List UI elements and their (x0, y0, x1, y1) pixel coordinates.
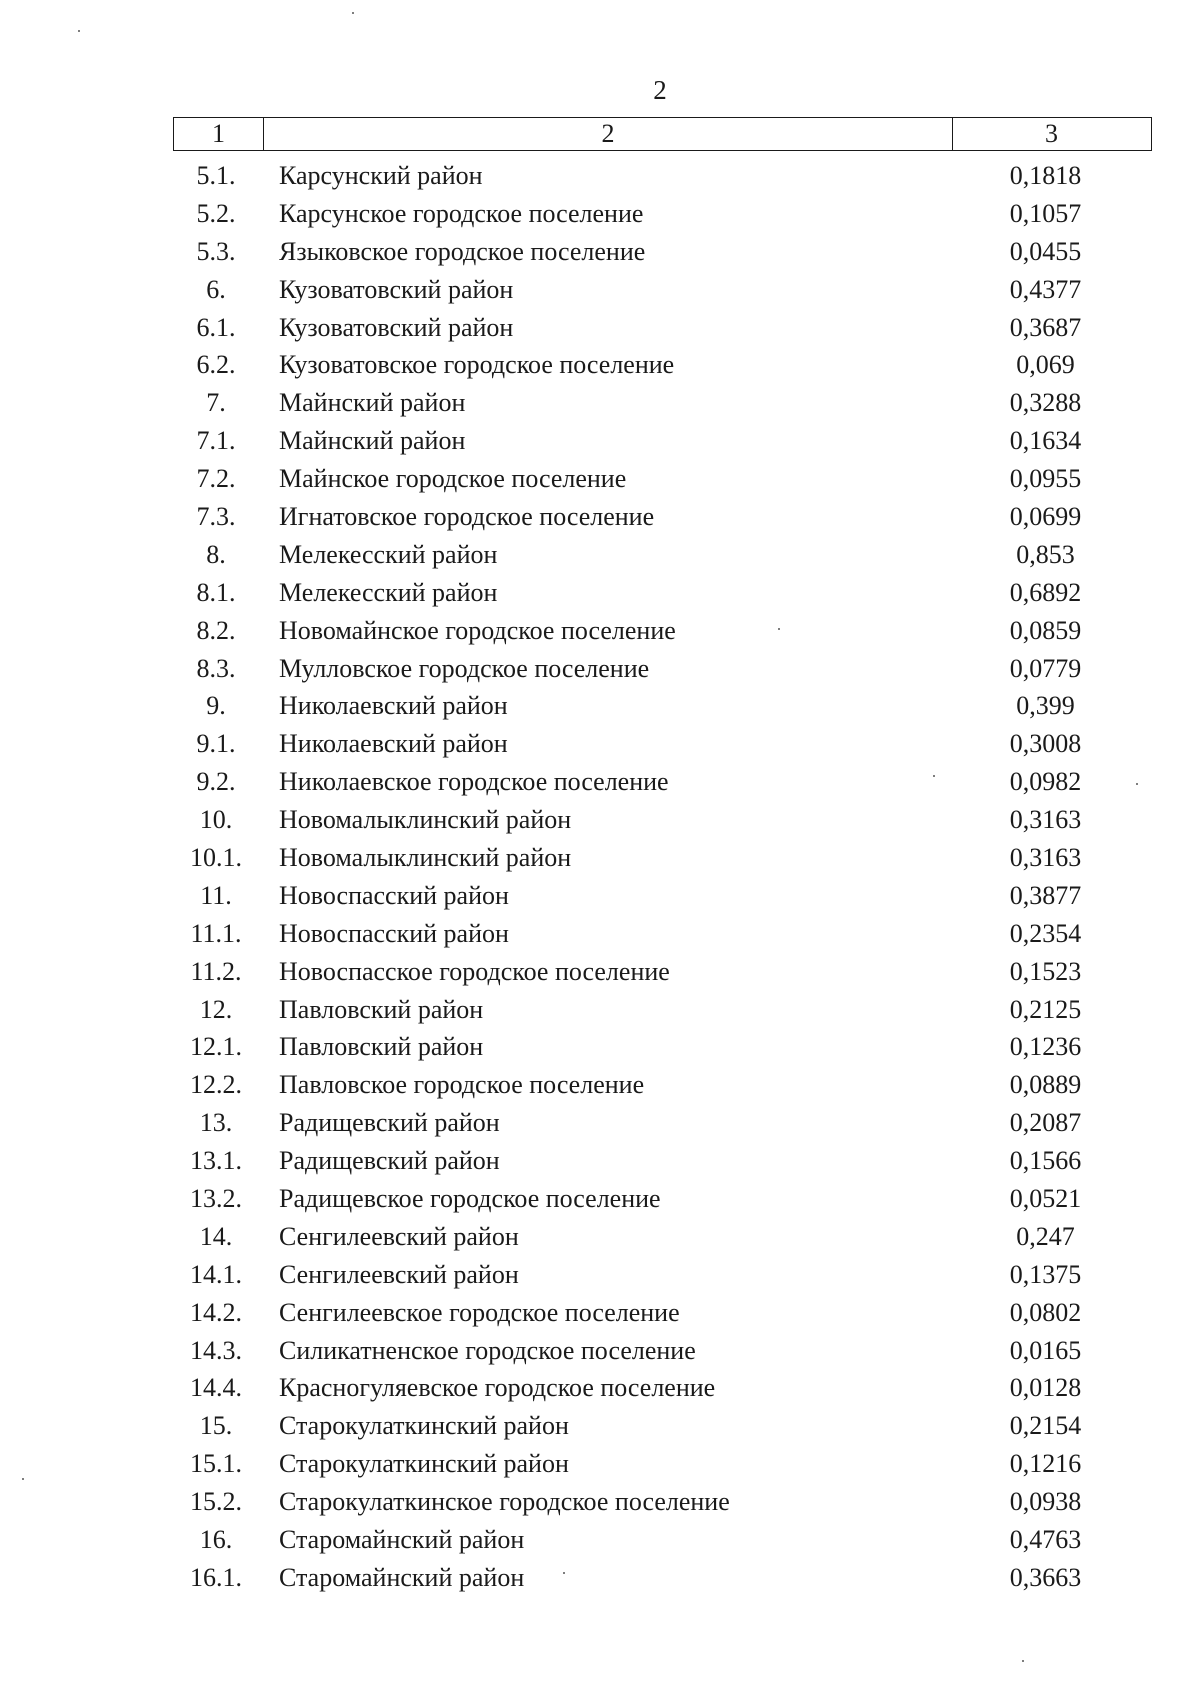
table-row (173, 1407, 1152, 1445)
row-name: Новомалыклинский район (279, 842, 572, 872)
row-value: 0,0779 (1009, 653, 1082, 683)
row-number: 14.4. (190, 1373, 242, 1403)
row-number: 13.2. (190, 1183, 242, 1213)
table-row (173, 915, 1152, 953)
row-number: 8.3. (196, 653, 236, 683)
row-value: 0,1634 (1009, 426, 1082, 456)
row-name: Мулловское городское поселение (279, 653, 650, 683)
row-number: 7.3. (196, 501, 236, 531)
row-number: 5.3. (196, 236, 236, 266)
table-row (173, 1294, 1152, 1332)
row-value: 0,3288 (1009, 388, 1082, 418)
table-row (173, 763, 1152, 801)
row-name: Новомалыклинский район (279, 805, 572, 835)
scan-speck (22, 1478, 24, 1480)
row-value: 0,069 (1016, 350, 1075, 380)
row-name: Языковское городское поселение (279, 236, 646, 266)
row-number: 9. (206, 691, 226, 721)
row-value: 0,0699 (1009, 501, 1082, 531)
row-name: Павловское городское поселение (279, 1070, 645, 1100)
row-name: Кузоватовский район (279, 274, 514, 304)
table-row (173, 271, 1152, 309)
table-row (173, 574, 1152, 612)
row-name: Николаевский район (279, 729, 508, 759)
row-number: 14.2. (190, 1297, 242, 1327)
table-row (173, 1028, 1152, 1066)
table-body (173, 157, 1152, 1597)
row-number: 13.1. (190, 1146, 242, 1176)
row-number: 12.2. (190, 1070, 242, 1100)
table-row (173, 687, 1152, 725)
row-name: Игнатовское городское поселение (279, 501, 655, 531)
table-row (173, 877, 1152, 915)
table-row (173, 1559, 1152, 1597)
row-name: Майнский район (279, 388, 466, 418)
row-number: 8.1. (196, 577, 236, 607)
scan-speck (1022, 1660, 1024, 1662)
row-number: 14. (199, 1221, 233, 1251)
scan-speck (778, 628, 780, 630)
row-name: Сенгилеевский район (279, 1221, 519, 1251)
row-number: 15. (199, 1411, 233, 1441)
row-number: 11.2. (190, 956, 242, 986)
row-value: 0,853 (1016, 539, 1075, 569)
table-row (173, 953, 1152, 991)
row-number: 10. (199, 805, 233, 835)
row-number: 6.2. (196, 350, 236, 380)
scan-speck (933, 775, 935, 777)
row-value: 0,1566 (1009, 1146, 1082, 1176)
row-number: 11. (200, 880, 232, 910)
row-name: Радищевское городское поселение (279, 1183, 661, 1213)
row-value: 0,0802 (1009, 1297, 1082, 1327)
row-number: 8.2. (196, 615, 236, 645)
row-value: 0,2154 (1009, 1411, 1082, 1441)
row-name: Павловский район (279, 994, 484, 1024)
table-row (173, 1370, 1152, 1408)
scan-speck (352, 12, 354, 14)
row-number: 6. (206, 274, 226, 304)
table-row (173, 1332, 1152, 1370)
row-value: 0,0938 (1009, 1487, 1082, 1517)
table-row (173, 839, 1152, 877)
scan-speck (78, 30, 80, 32)
row-number: 14.3. (190, 1335, 242, 1365)
row-number: 9.2. (196, 767, 236, 797)
row-number: 11.1. (190, 918, 242, 948)
row-value: 0,0982 (1009, 767, 1082, 797)
row-number: 7.1. (196, 426, 236, 456)
row-number: 15.1. (190, 1449, 242, 1479)
row-number: 14.1. (190, 1259, 242, 1289)
table-row (173, 1483, 1152, 1521)
row-name: Мелекесский район (279, 539, 498, 569)
table-row (173, 650, 1152, 688)
row-number: 12. (199, 994, 233, 1024)
row-number: 7. (206, 388, 226, 418)
table-row (173, 1180, 1152, 1218)
row-value: 0,399 (1016, 691, 1075, 721)
row-value: 0,4763 (1009, 1525, 1082, 1554)
row-name: Старокулаткинский район (279, 1449, 569, 1479)
row-name: Новоспасский район (279, 918, 509, 948)
row-number: 15.2. (190, 1487, 242, 1517)
row-value: 0,0889 (1009, 1070, 1082, 1100)
row-name: Красногуляевское городское поселение (279, 1373, 716, 1403)
row-number: 12.1. (190, 1032, 242, 1062)
page-number: 2 (653, 75, 667, 105)
row-value: 0,3687 (1009, 312, 1082, 342)
table-row (173, 1218, 1152, 1256)
row-name: Старокулаткинский район (279, 1411, 569, 1441)
row-value: 0,6892 (1009, 577, 1082, 607)
row-value: 0,1818 (1009, 160, 1082, 190)
row-number: 5.1. (196, 160, 236, 190)
table-row (173, 612, 1152, 650)
row-name: Карсунский район (279, 160, 483, 190)
row-value: 0,4377 (1009, 274, 1082, 304)
row-name: Кузоватовский район (279, 312, 514, 342)
row-value: 0,2087 (1009, 1108, 1082, 1138)
row-name: Кузоватовское городское поселение (279, 350, 675, 380)
table-row (173, 233, 1152, 271)
row-name: Старомайнский район (279, 1562, 525, 1592)
table-row (173, 1142, 1152, 1180)
row-value: 0,3163 (1009, 842, 1082, 872)
row-name: Николаевское городское поселение (279, 767, 669, 797)
table-row (173, 1521, 1152, 1559)
row-number: 7.2. (196, 464, 236, 494)
row-value: 0,0128 (1009, 1373, 1082, 1403)
row-name: Силикатненское городское поселение (279, 1335, 696, 1365)
row-value: 0,0521 (1009, 1183, 1082, 1213)
row-number: 8. (206, 539, 226, 569)
table-row (173, 498, 1152, 536)
row-value: 0,1236 (1009, 1032, 1082, 1062)
table-row (173, 195, 1152, 233)
table-row (173, 422, 1152, 460)
row-value: 0,1057 (1009, 198, 1082, 228)
row-value: 0,0165 (1009, 1335, 1082, 1365)
row-name: Сенгилеевский район (279, 1259, 519, 1289)
row-name: Новомайнское городское поселение (279, 615, 676, 645)
row-name: Николаевский район (279, 691, 508, 721)
row-name: Радищевский район (279, 1108, 500, 1138)
row-name: Старомайнский район (279, 1525, 525, 1554)
row-value: 0,0455 (1009, 236, 1082, 266)
scan-speck (563, 1572, 565, 1574)
table-header (173, 117, 1152, 151)
table-row (173, 1256, 1152, 1294)
row-value: 0,3008 (1009, 729, 1082, 759)
row-name: Новоспасское городское поселение (279, 956, 670, 986)
row-number: 9.1. (196, 729, 236, 759)
table-row (173, 460, 1152, 498)
table-row (173, 536, 1152, 574)
row-value: 0,2354 (1009, 918, 1082, 948)
row-number: 13. (199, 1108, 233, 1138)
row-value: 0,3877 (1009, 880, 1082, 910)
table-row (173, 384, 1152, 422)
row-name: Павловский район (279, 1032, 484, 1062)
row-value: 0,0859 (1009, 615, 1082, 645)
row-name: Старокулаткинское городское поселение (279, 1487, 730, 1517)
table-row (173, 1445, 1152, 1483)
table-row (173, 1104, 1152, 1142)
row-number: 6.1. (196, 312, 236, 342)
table-row (173, 991, 1152, 1029)
table-row (173, 725, 1152, 763)
scan-speck (1136, 783, 1138, 785)
row-name: Карсунское городское поселение (279, 198, 644, 228)
row-value: 0,3663 (1009, 1562, 1082, 1592)
row-value: 0,3163 (1009, 805, 1082, 835)
row-name: Майнский район (279, 426, 466, 456)
header-col-3: 3 (1045, 119, 1058, 148)
table-row (173, 801, 1152, 839)
row-value: 0,247 (1016, 1221, 1075, 1251)
row-number: 16.1. (190, 1562, 242, 1592)
table-row (173, 309, 1152, 347)
row-name: Новоспасский район (279, 880, 509, 910)
row-value: 0,2125 (1009, 994, 1082, 1024)
row-value: 0,0955 (1009, 464, 1082, 494)
row-number: 5.2. (196, 198, 236, 228)
table-row (173, 1066, 1152, 1104)
table-row (173, 346, 1152, 384)
row-name: Майнское городское поселение (279, 464, 627, 494)
row-name: Сенгилеевское городское поселение (279, 1297, 680, 1327)
table-row (173, 157, 1152, 195)
row-value: 0,1523 (1009, 956, 1082, 986)
header-col-1: 1 (174, 118, 264, 150)
row-number: 10.1. (190, 842, 242, 872)
row-name: Мелекесский район (279, 577, 498, 607)
row-name: Радищевский район (279, 1146, 500, 1176)
row-value: 0,1375 (1009, 1259, 1082, 1289)
row-number: 16. (199, 1525, 233, 1554)
header-col-2: 2 (264, 118, 953, 150)
row-value: 0,1216 (1009, 1449, 1082, 1479)
